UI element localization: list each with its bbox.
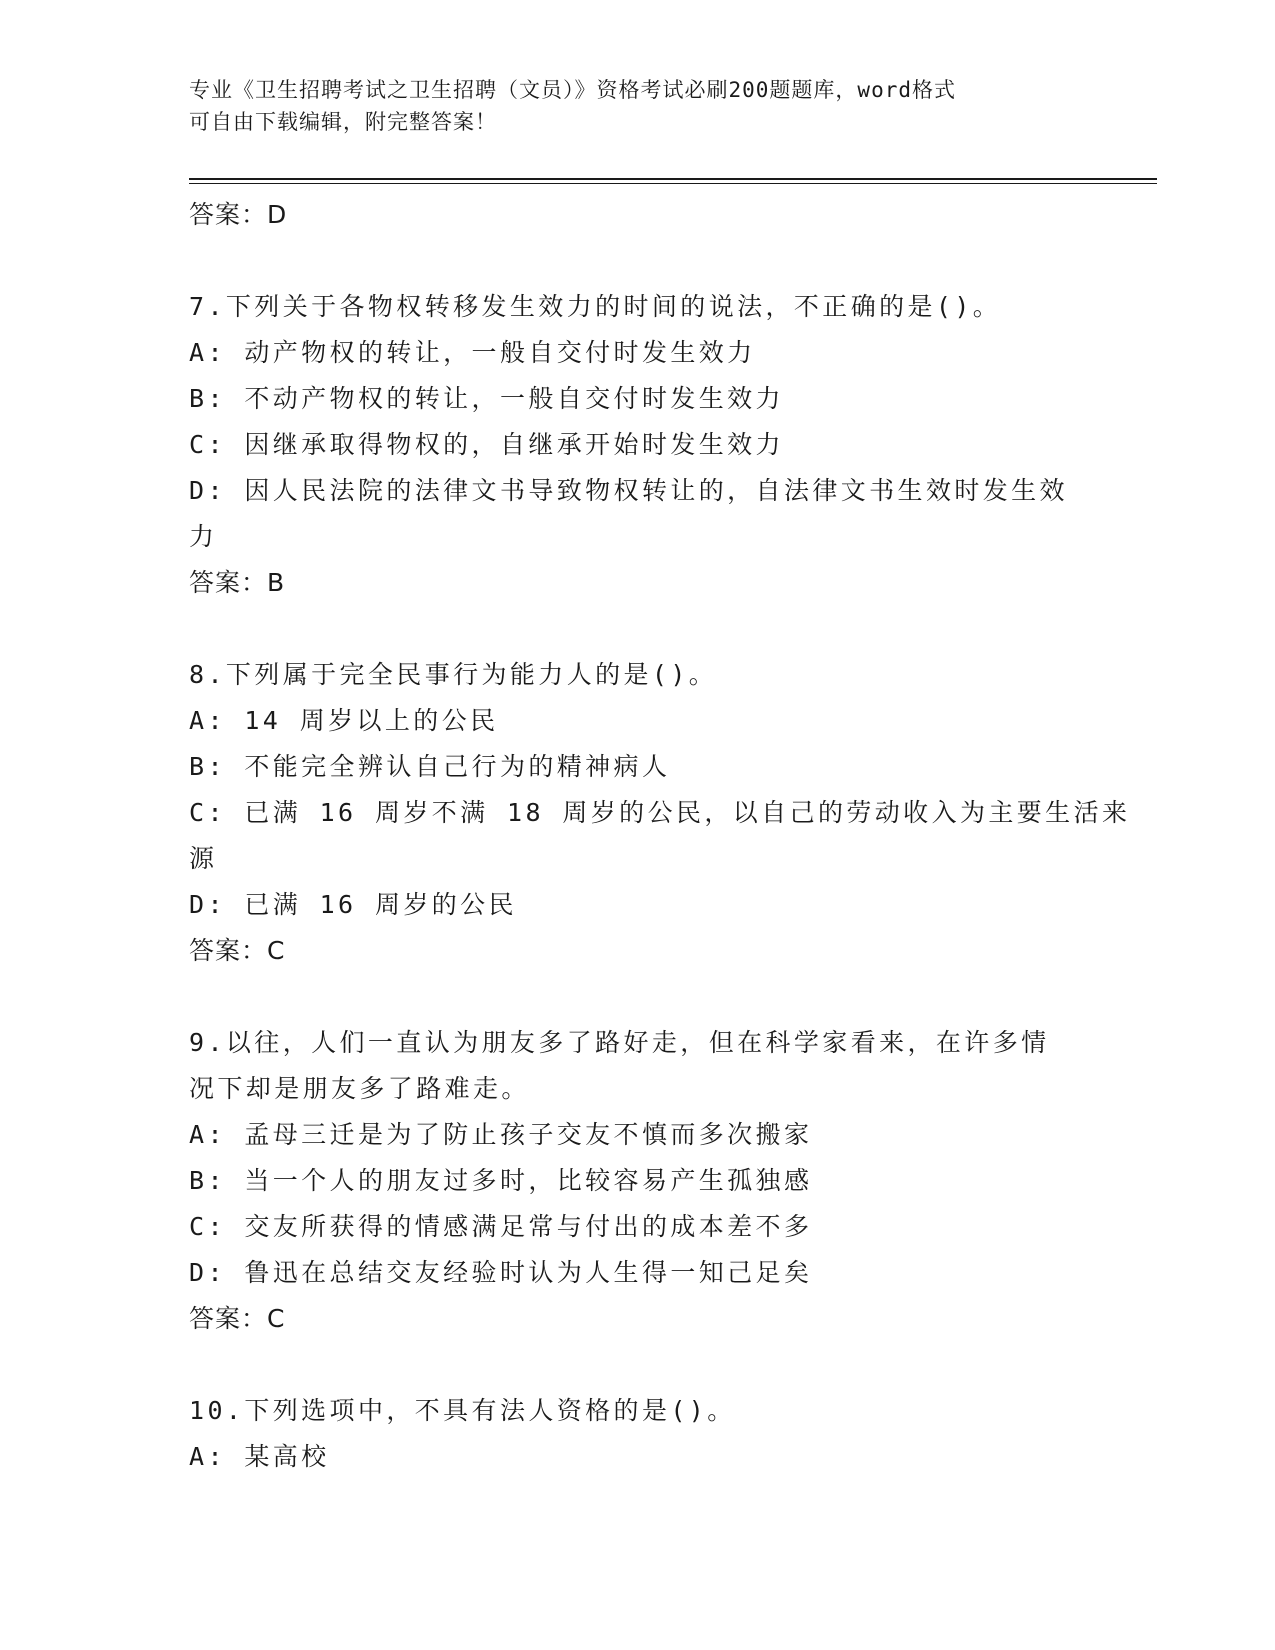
option-d: D: 鲁迅在总结交友经验时认为人生得一知己足矣 [189,1258,813,1287]
option-a: A: 孟母三迁是为了防止孩子交友不慎而多次搬家 [189,1120,813,1149]
answer: 答案：B [189,568,286,597]
question-stem-continued: 况下却是朋友多了路难走。 [189,1074,530,1103]
header-line-2: 可自由下载编辑，附完整答案！ [189,110,497,134]
option-b: B: 不能完全辨认自己行为的精神病人 [189,752,671,781]
option-a: A: 14 周岁以上的公民 [189,706,499,735]
option-a: A: 某高校 [189,1442,330,1471]
spacer [189,238,1089,284]
option-c: C: 交友所获得的情感满足常与付出的成本差不多 [189,1212,813,1241]
header-line-1: 专业《卫生招聘考试之卫生招聘（文员）》资格考试必刷200题题库，word格式 [189,78,956,102]
question-7 [189,284,1089,606]
answer-previous: 答案：D [189,200,288,229]
spacer [189,1342,1089,1388]
question-stem: 7.下列关于各物权转移发生效力的时间的说法，不正确的是()。 [189,292,1002,321]
spacer [189,606,1089,652]
option-b: B: 当一个人的朋友过多时，比较容易产生孤独感 [189,1166,813,1195]
document-header [189,74,1069,138]
option-b: B: 不动产物权的转让，一般自交付时发生效力 [189,384,784,413]
question-10 [189,1388,1089,1480]
answer: 答案：C [189,1304,286,1333]
question-9 [189,1020,1089,1342]
option-d: D: 因人民法院的法律文书导致物权转让的，自法律文书生效时发生效 [189,476,1068,505]
option-d: D: 已满 16 周岁的公民 [189,890,517,919]
question-stem: 9.以往，人们一直认为朋友多了路好走，但在科学家看来，在许多情 [189,1028,1050,1057]
option-c-continued: 源 [189,844,218,873]
question-8 [189,652,1131,974]
option-a: A: 动产物权的转让，一般自交付时发生效力 [189,338,756,367]
option-c: C: 已满 16 周岁不满 18 周岁的公民，以自己的劳动收入为主要生活来 [189,798,1131,827]
question-stem: 10.下列选项中，不具有法人资格的是()。 [189,1396,736,1425]
option-d-continued: 力 [189,522,218,551]
header-divider-thick [189,178,1157,180]
question-stem: 8.下列属于完全民事行为能力人的是()。 [189,660,718,689]
document-body [189,192,1131,1480]
spacer [189,974,1089,1020]
option-c: C: 因继承取得物权的，自继承开始时发生效力 [189,430,784,459]
header-divider-thin [189,183,1157,184]
answer: 答案：C [189,936,286,965]
